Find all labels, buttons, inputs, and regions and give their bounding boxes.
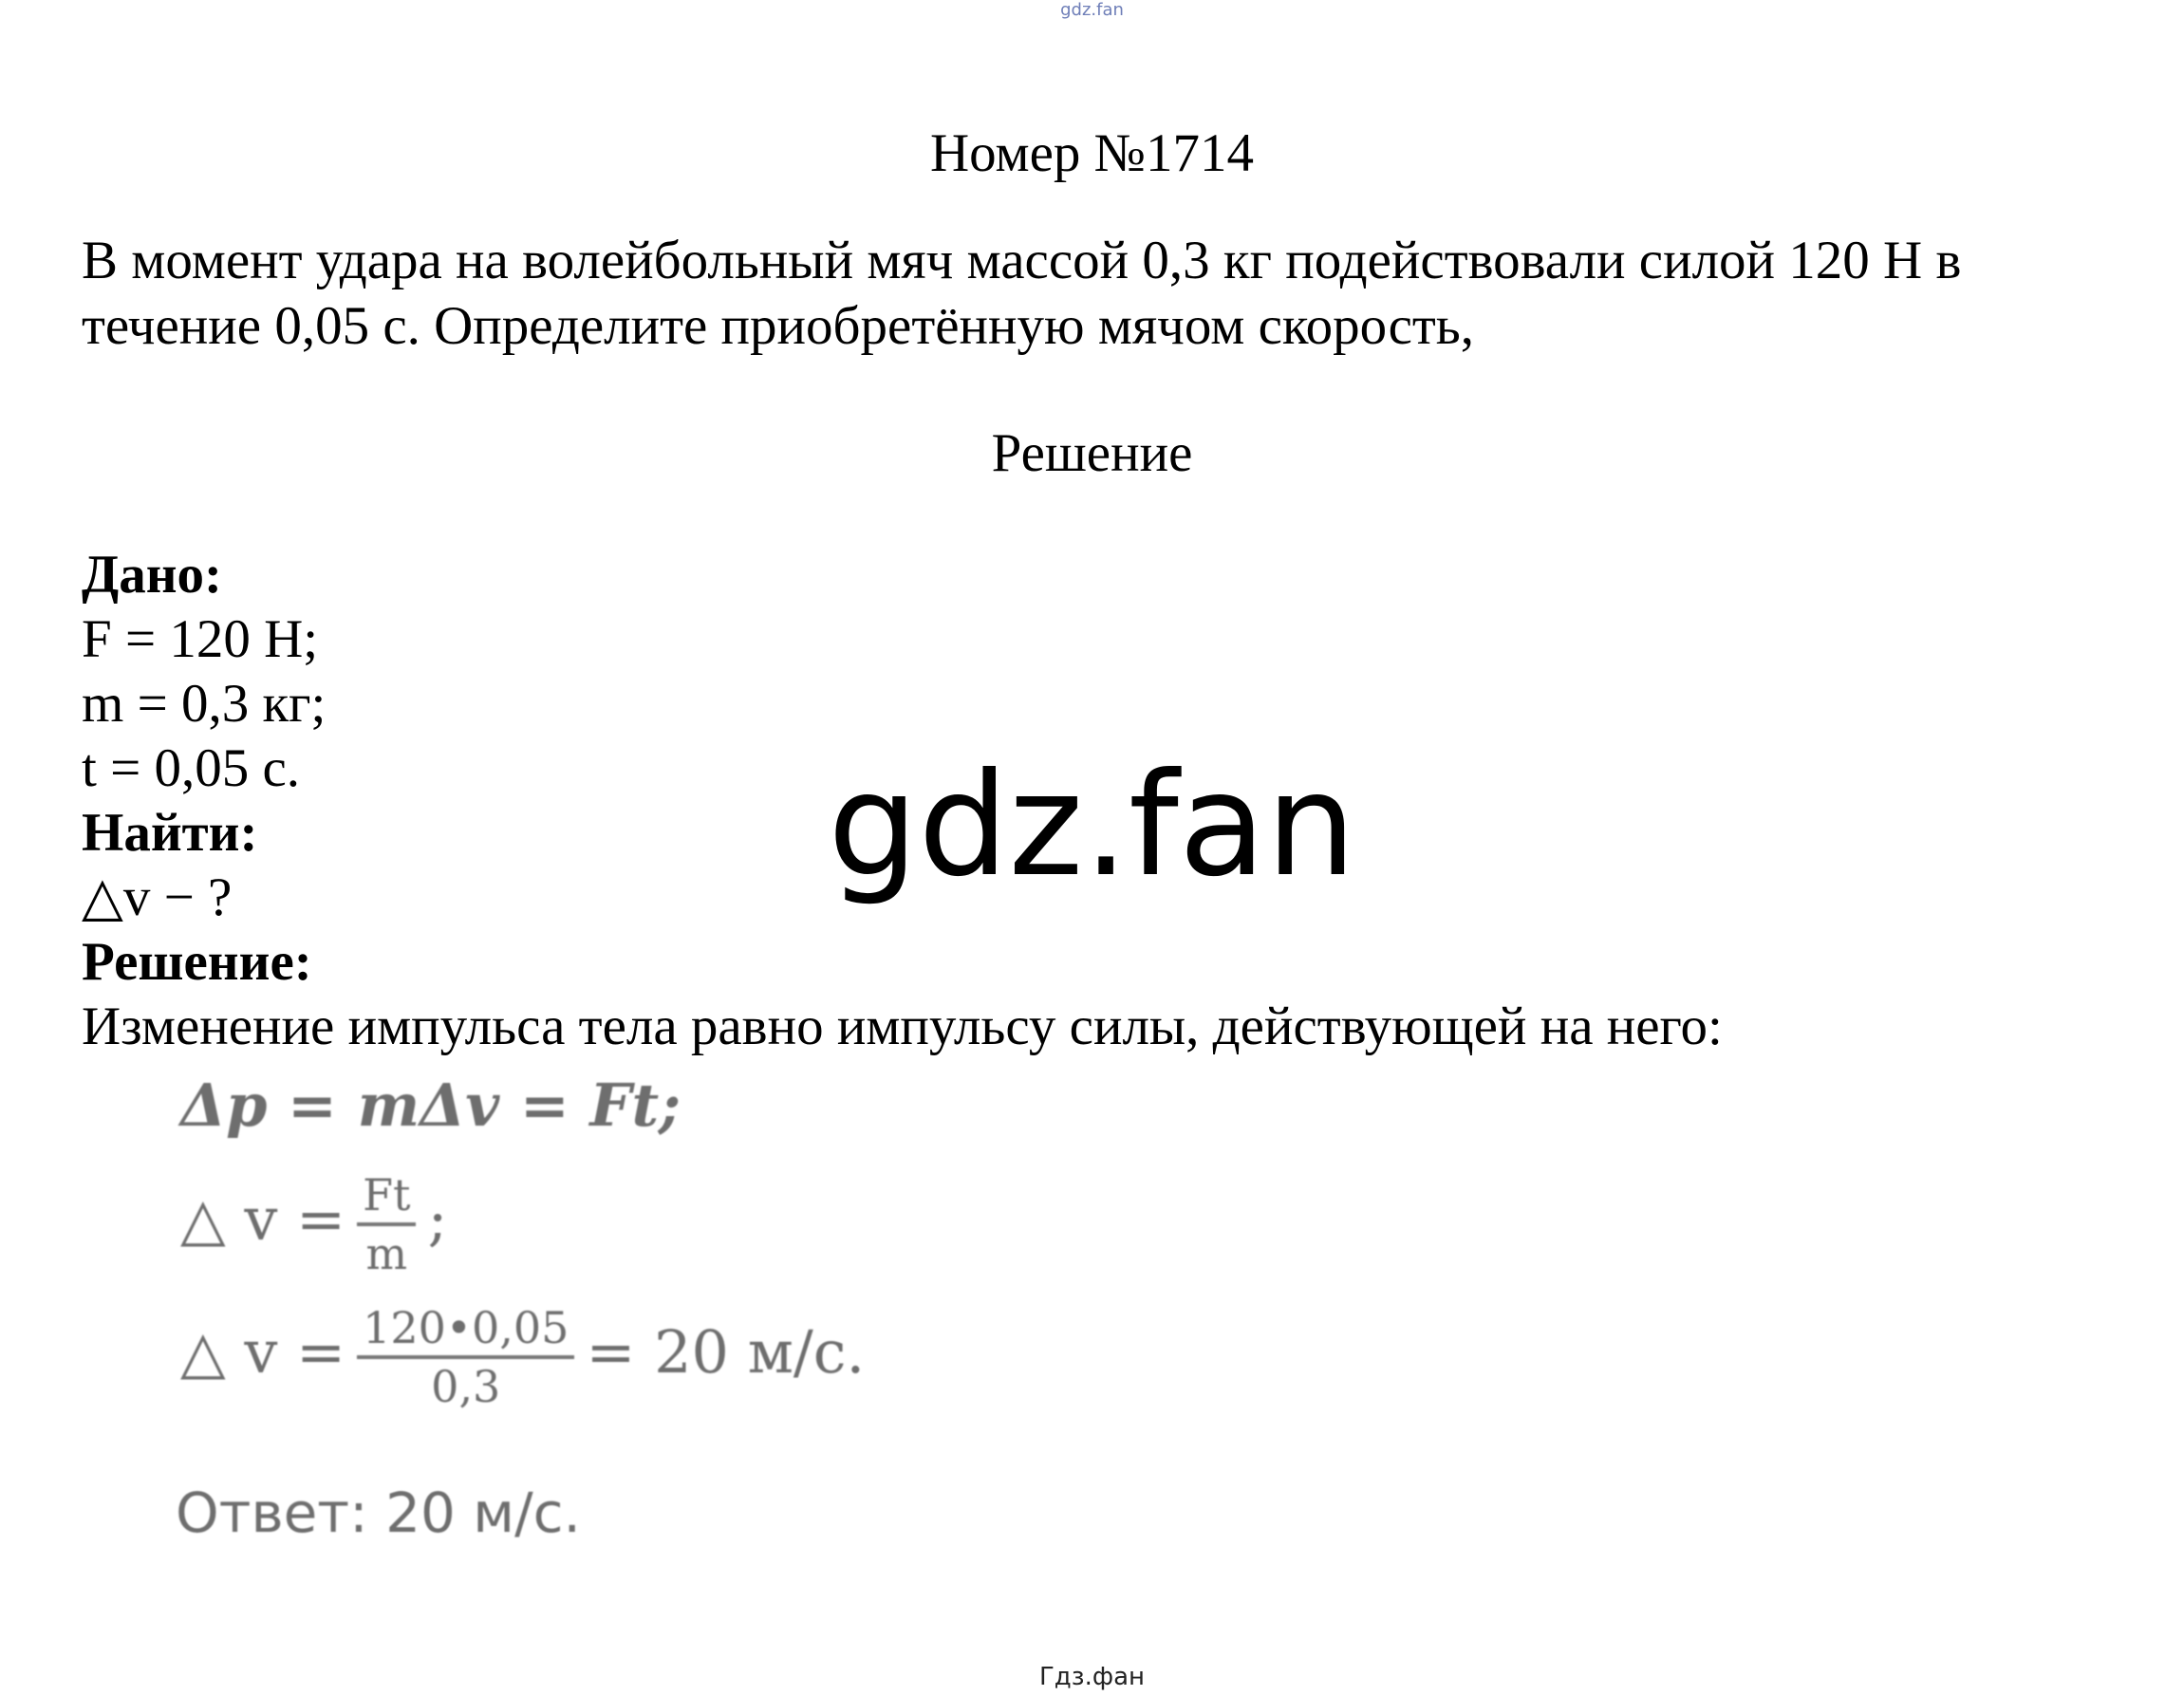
formula-impulse-text: Δp = mΔv = Ft; — [180, 1071, 681, 1140]
fraction-denominator: 0,3 — [431, 1361, 501, 1412]
fraction-denominator: m — [365, 1228, 408, 1279]
formula-impulse — [180, 1071, 681, 1140]
formula-numeric-fraction — [357, 1300, 574, 1414]
given-item-mass: m = 0,3 кг; — [82, 674, 327, 734]
formula-numeric-lhs: △ v = — [180, 1317, 346, 1388]
formula-numeric-rhs: = 20 м/с. — [586, 1317, 866, 1388]
formula-velocity-lhs: △ v = — [180, 1184, 346, 1255]
problem-text: В момент удара на волейбольный мяч массой 0,3 кг подействовали силой 120 Н в течение 0,05 с. Определите приобретённую мячом скорость, — [82, 231, 1962, 356]
given-item-force: F = 120 Н; — [82, 609, 319, 669]
formula-velocity-fraction — [357, 1167, 416, 1281]
page-title: Номер №1714 — [929, 123, 1255, 183]
find-item: △v − ? — [82, 867, 233, 927]
find-label: Найти: — [82, 803, 258, 863]
header-watermark: gdz.fan — [1060, 0, 1124, 20]
solution-label: Решение: — [82, 932, 312, 992]
formula-velocity-general — [180, 1167, 447, 1281]
given-label: Дано: — [82, 545, 223, 605]
solution-heading: Решение — [991, 423, 1193, 483]
solution-text: Изменение импульса тела равно импульсу силы, действующей на него: — [82, 997, 1723, 1056]
answer: Ответ: 20 м/с. — [176, 1481, 581, 1545]
formula-velocity-tail: ; — [427, 1184, 448, 1255]
footer-watermark: Гдз.фан — [1038, 1663, 1146, 1691]
gdz-fan-watermark: gdz.fan — [828, 743, 1356, 908]
fraction-numerator: 120•0,05 — [363, 1302, 569, 1353]
formula-velocity-numeric — [180, 1300, 865, 1414]
fraction-numerator: Ft — [363, 1169, 411, 1221]
given-item-time: t = 0,05 с. — [82, 738, 301, 798]
